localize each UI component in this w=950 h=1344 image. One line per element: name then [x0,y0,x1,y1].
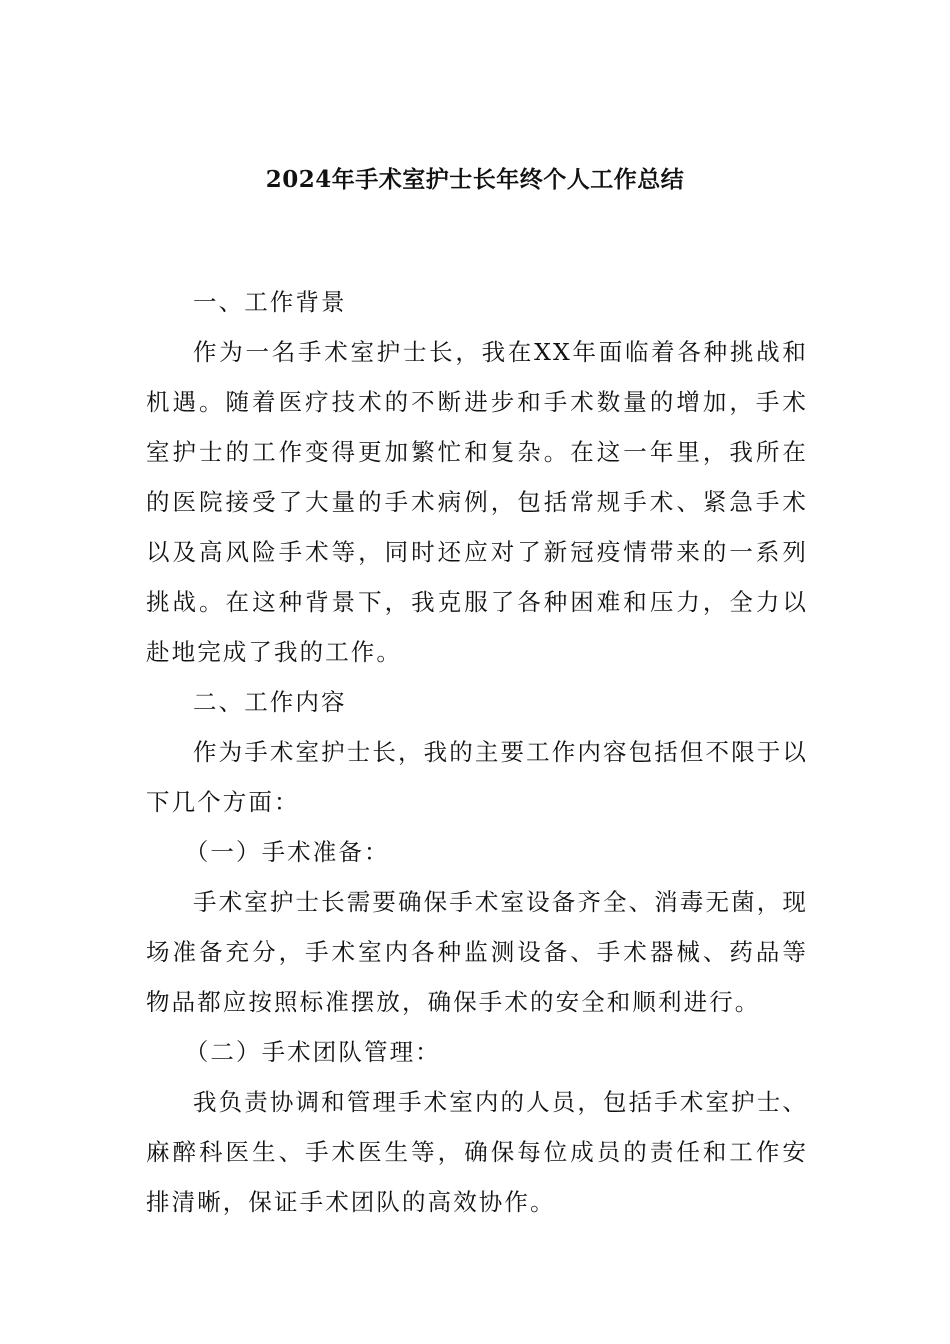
subsection-paragraph-team: 我负责协调和管理手术室内的人员，包括手术室护士、麻醉科医生、手术医生等，确保每位成员的责任和工作安排清晰，保证手术团队的高效协作。 [146,1088,808,1216]
subsection-heading-preparation: （一）手术准备： [184,838,390,866]
section-heading-background: 一、工作背景 [193,288,347,316]
document-body [146,277,808,1227]
section-heading-content: 二、工作内容 [193,688,347,716]
subsection-paragraph-preparation: 手术室护士长需要确保手术室设备齐全、消毒无菌，现场准备充分，手术室内各种监测设备、手术器械、药品等物品都应按照标准摆放，确保手术的安全和顺利进行。 [146,888,808,1016]
section-paragraph-content: 作为手术室护士长，我的主要工作内容包括但不限于以下几个方面： [146,738,808,816]
document-title: 2024年手术室护士长年终个人工作总结 [265,166,685,193]
section-paragraph-background: 作为一名手术室护士长，我在XX年面临着各种挑战和机遇。随着医疗技术的不断进步和手术数量的增加，手术室护士的工作变得更加繁忙和复杂。在这一年里，我所在的医院接受了大量的手术病例，包括常规手术、紧急手术以及高风险手术等，同时还应对了新冠疫情带来的一系列挑战。在这种背景下，我克服了各种困难和压力，全力以赴地完成了我的工作。 [146,338,808,666]
subsection-heading-team: （二）手术团队管理： [184,1038,441,1066]
